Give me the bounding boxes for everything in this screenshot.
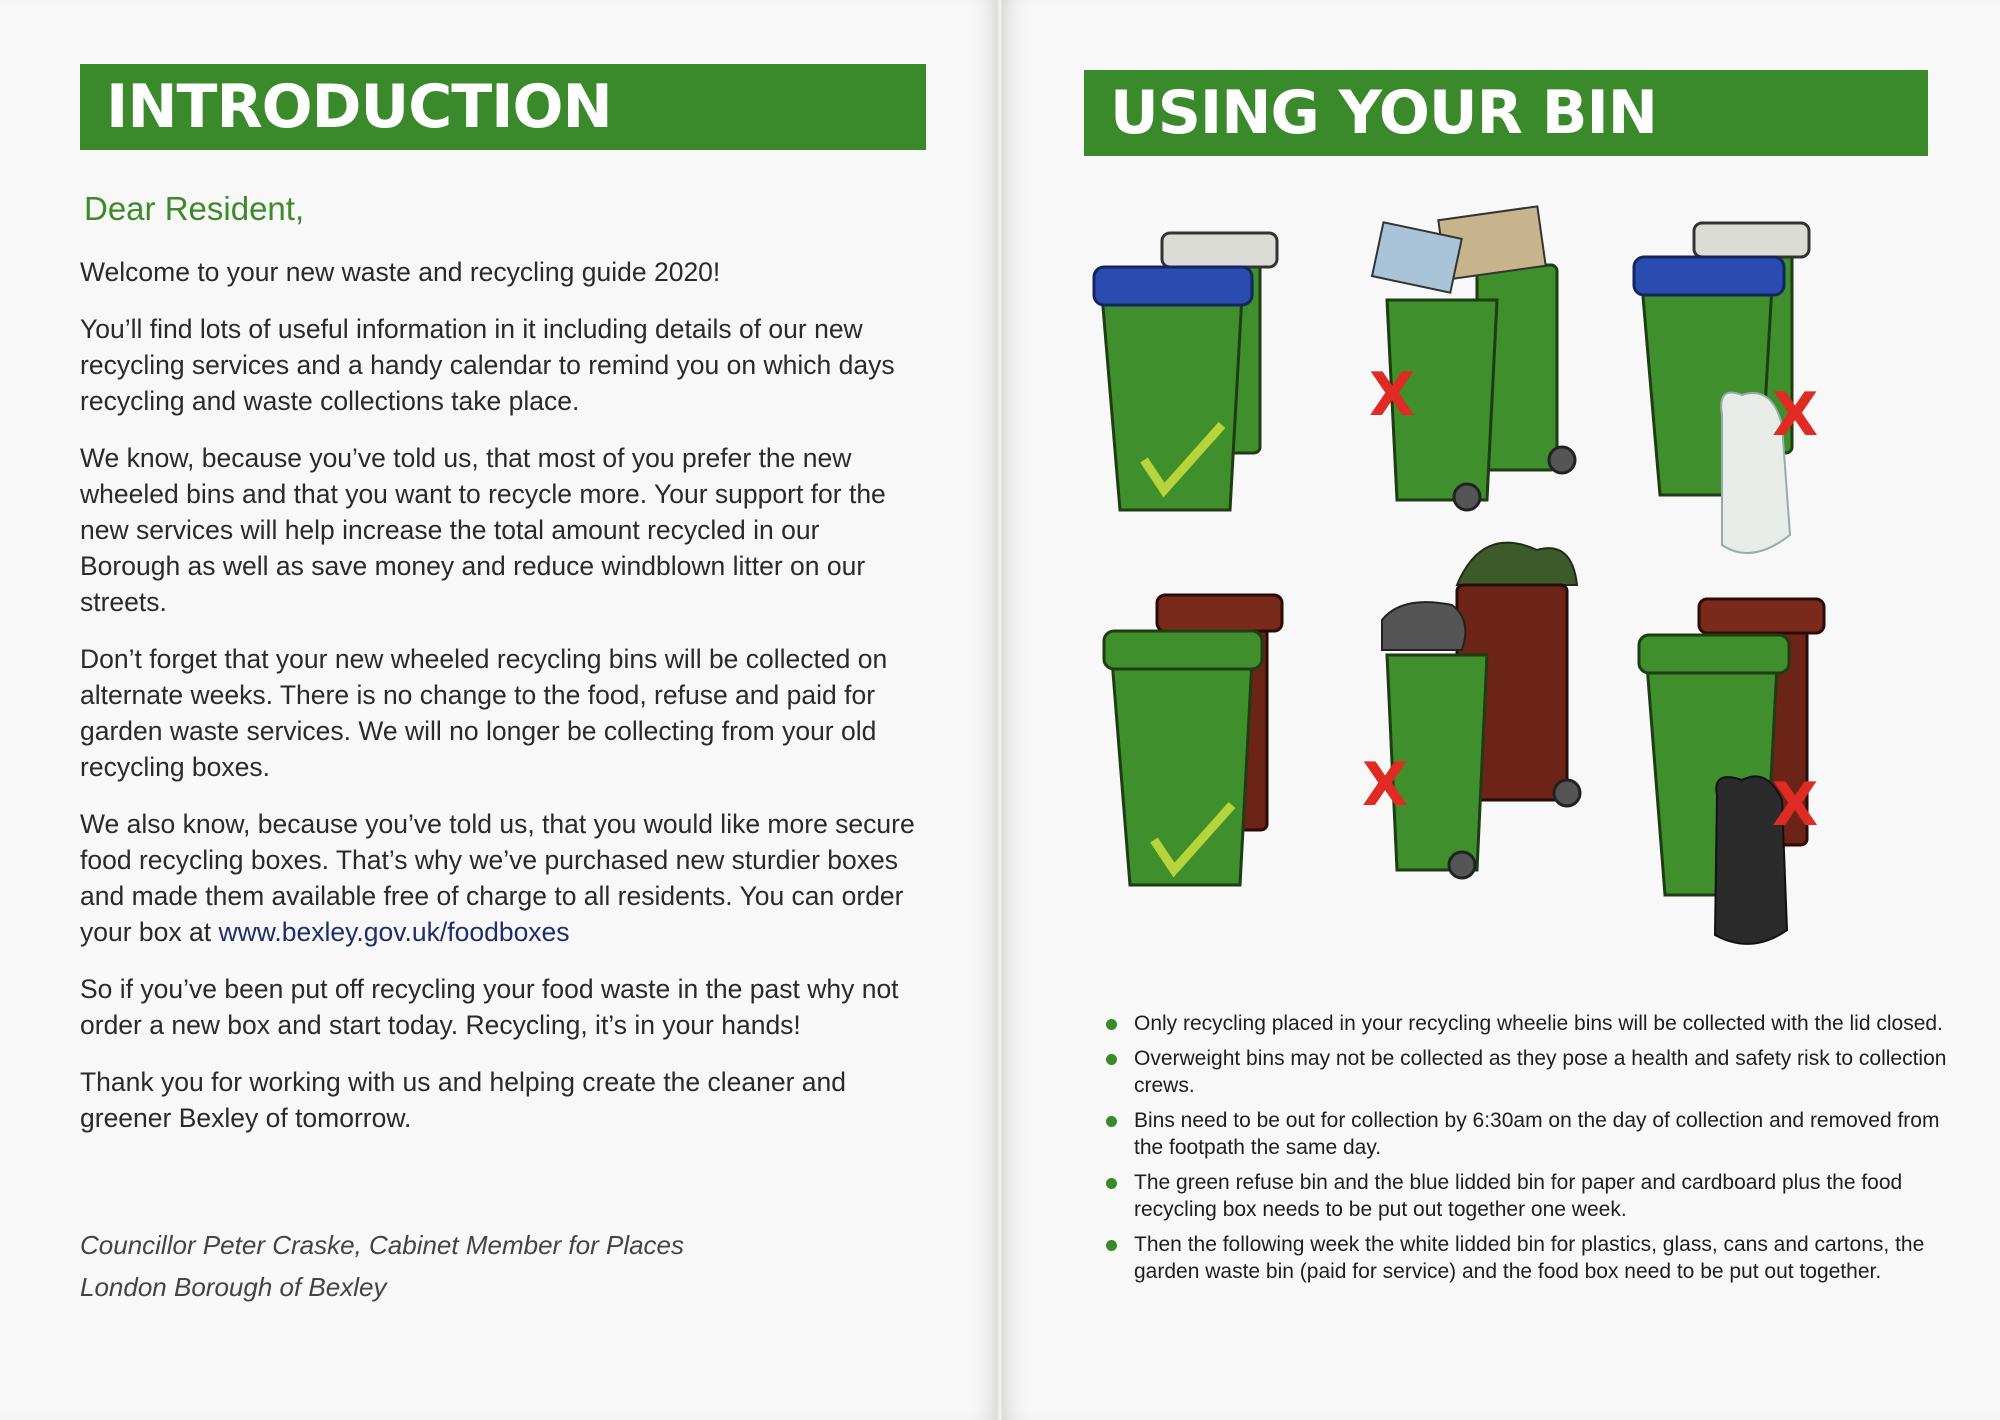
using-your-bin-heading: USING YOUR BIN (1084, 70, 1928, 156)
paragraph-5 (80, 806, 920, 950)
paragraph-5-text: We also know, because you’ve told us, that you would like more secure food recycling boxes. That’s why we’ve purchased new sturdier boxes and made them available free of charge to all residents. You can order your box at (80, 809, 915, 947)
cross-icon: X (1772, 380, 1819, 450)
incorrect-overfilled-garden-bin-illustration (1362, 525, 1602, 885)
bin-rule-item: Then the following week the white lidded bin for plastics, glass, cans and cartons, the garden waste bin (paid for service) and the food box need to be put out together. (1102, 1231, 1962, 1285)
paragraph-6: So if you’ve been put off recycling your food waste in the past why not order a new box and start today. Recycling, it’s in your hands! (80, 974, 899, 1040)
foodboxes-link[interactable]: www.bexley.gov.uk/foodboxes (218, 917, 570, 947)
paragraph-2: You’ll find lots of useful information in it including details of our new recycling services and a handy calendar to remind you on which days recycling and waste collections take place. (80, 314, 895, 416)
incorrect-bag-beside-bin-illustration (1632, 195, 1872, 575)
cross-icon: X (1772, 770, 1819, 840)
introduction-heading: INTRODUCTION (80, 64, 926, 150)
correct-closed-bins-illustration (1092, 205, 1322, 525)
incorrect-black-bag-beside-bin-illustration (1637, 595, 1877, 975)
bin-illustrations (1092, 195, 1892, 975)
using-your-bin-page (1002, 0, 2000, 1420)
greeting: Dear Resident, (84, 190, 305, 227)
bin-rule-item: Overweight bins may not be collected as they pose a health and safety risk to collection crews. (1102, 1045, 1962, 1099)
paragraph-7: Thank you for working with us and helping create the cleaner and greener Bexley of tomorrow. (80, 1067, 847, 1133)
signature (80, 1224, 684, 1308)
cross-icon: X (1369, 360, 1416, 430)
incorrect-overfilled-bins-illustration (1347, 205, 1607, 525)
paragraph-1: Welcome to your new waste and recycling guide 2020! (80, 257, 721, 287)
correct-green-brown-bins-illustration (1102, 575, 1332, 905)
bin-rule-item: The green refuse bin and the blue lidded bin for paper and cardboard plus the food recycling box needs to be put out together one week. (1102, 1169, 1962, 1223)
cross-icon: X (1362, 750, 1409, 820)
paragraph-4: Don’t forget that your new wheeled recycling bins will be collected on alternate weeks. There is no change to the food, refuse and paid for garden waste services. We will no longer be collecting from your old recycling boxes. (80, 644, 888, 782)
paragraph-3: We know, because you’ve told us, that most of you prefer the new wheeled bins and that you want to recycle more. Your support for the new services will help increase the total amount recycled in our Borough as well as save money and reduce windblown litter on our streets. (80, 443, 886, 617)
bin-rule-item: Bins need to be out for collection by 6:30am on the day of collection and removed from the footpath the same day. (1102, 1107, 1962, 1161)
introduction-page (0, 0, 998, 1420)
bin-rules-list (1102, 1010, 1962, 1293)
signature-organisation: London Borough of Bexley (80, 1272, 387, 1302)
signature-name: Councillor Peter Craske, Cabinet Member for Places (80, 1230, 685, 1260)
introduction-body (80, 254, 920, 1157)
bin-rule-item: Only recycling placed in your recycling wheelie bins will be collected with the lid closed. (1102, 1010, 1962, 1037)
